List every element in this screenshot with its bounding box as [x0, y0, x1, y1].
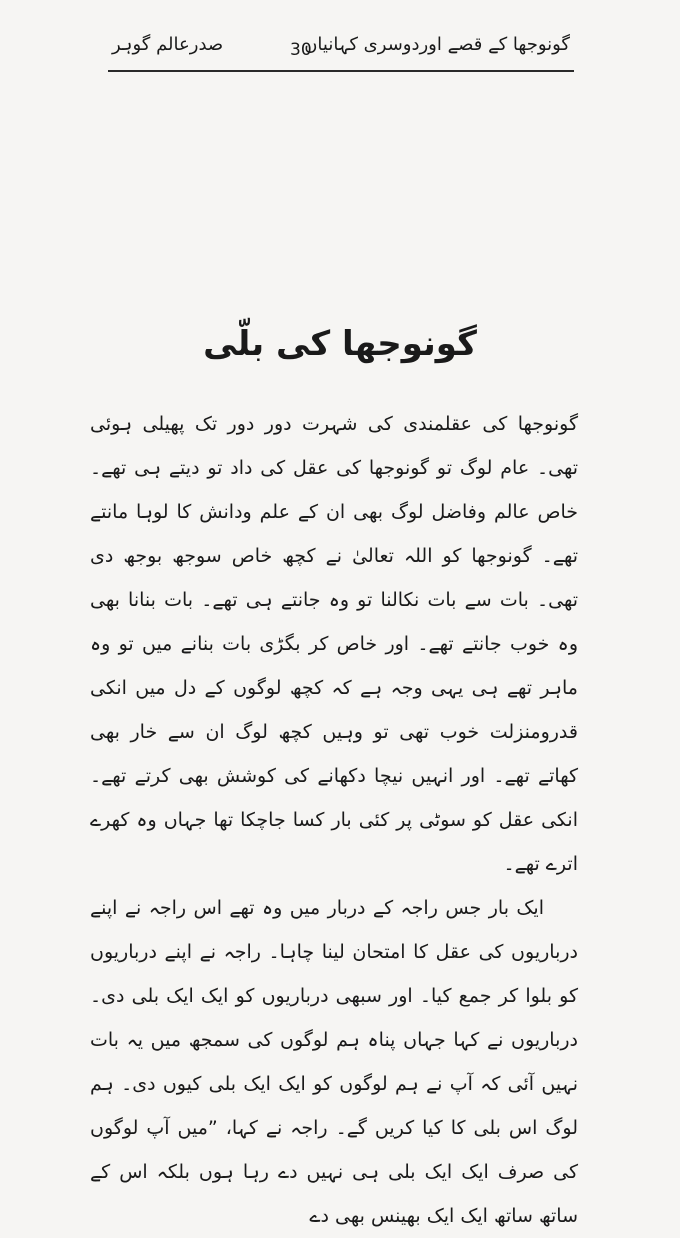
book-title: گونوجھا کے قصے اوردوسری کہانیاں [304, 34, 570, 55]
chapter-title: گونوجھا کی بلّی [203, 324, 477, 364]
body-text [90, 402, 578, 1227]
author-name: صدرعالم گوہر [112, 34, 224, 55]
page-header [108, 30, 574, 72]
paragraph-2: ایک بار جس راجہ کے دربار میں وہ تھے اس راجہ نے اپنے درباریوں کی عقل کا امتحان لینا چاہا۔ راجہ نے اپنے درباریوں کو بلوا کر جمع کیا۔ اور سبھی درباریوں کو ایک ایک بلی دی۔ درباریوں نے کہا جہاں پناہ ہم لوگوں کی سمجھ میں یہ بات نہیں آئی کہ آپ نے ہم لوگوں کو ایک ایک بلی کیوں دی۔ ہم لوگ اس بلی کا کیا کریں گے۔ راجہ نے کہا، ”میں آپ لوگوں کی صرف ایک ایک بلی ہی نہیں دے رہا ہوں بلکہ اس کے ساتھ ساتھ ایک ایک بھینس بھی دے [90, 897, 578, 1227]
paragraph-1: گونوجھا کی عقلمندی کی شہرت دور دور تک پھیلی ہوئی تھی۔ عام لوگ تو گونوجھا کی عقل کی داد تو دیتے ہی تھے۔ خاص عالم وفاضل لوگ بھی ان کے علم ودانش کا لوہا مانتے تھے۔ گونوجھا کو اللہ تعالیٰ نے کچھ خاص سوجھ بوجھ دی تھی۔ بات سے بات نکالنا تو وہ جانتے ہی تھے۔ بات بنانا بھی وہ خوب جانتے تھے۔ اور خاص کر بگڑی بات بنانے میں تو وہ ماہر تھے ہی یہی وجہ ہے کہ کچھ لوگوں کے دل میں انکی قدرومنزلت خوب تھی تو وہیں کچھ لوگ ان سے خار بھی کھاتے تھے۔ اور انہیں نیچا دکھانے کی کوشش بھی کرتے تھے۔ انکی عقل کو سوٹی پر کئی بار کسا جاچکا تھا جہاں وہ کھرے اترے تھے۔ [90, 413, 578, 875]
page-number: 30 [290, 40, 312, 60]
